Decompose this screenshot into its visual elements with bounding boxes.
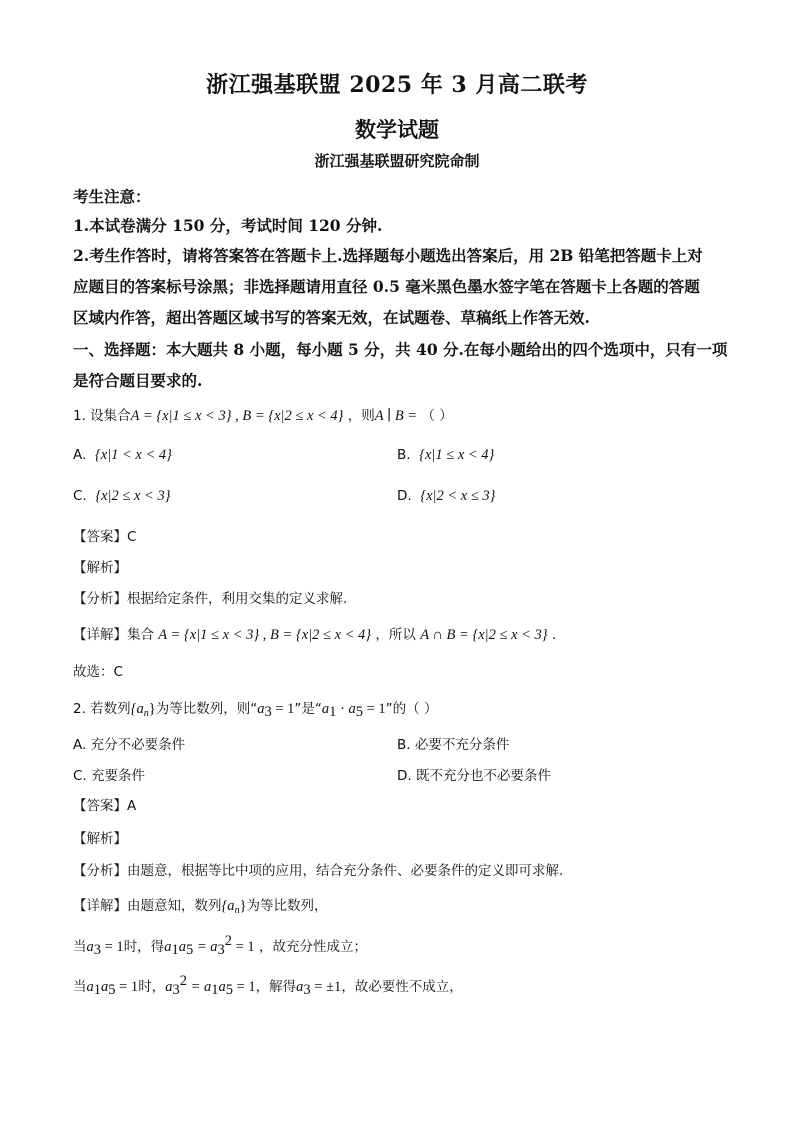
q2-analysis-label: 【解析】 — [73, 831, 127, 847]
q1-expression: A ∣ B = — [374, 408, 418, 424]
subject-title: 数学试题 — [355, 117, 439, 142]
notice-item-2-line-3: 区域内作答，超出答题区域书写的答案无效，在试题卷、草稿纸上作答无效. — [73, 308, 590, 327]
section-1-heading-line-1: 一、选择题：本大题共 8 小题，每小题 5 分，共 40 分.在每小题给出的四个选项中，只有一项 — [73, 340, 728, 359]
q1-fenxi: 【分析】根据给定条件，利用交集的定义求解. — [73, 591, 348, 607]
exam-title: 浙江强基联盟 2025 年 3 月高二联考 — [206, 72, 588, 98]
q2-detail: 【详解】由题意知，数列$\{a_n\}$为等比数列， — [73, 898, 328, 916]
q1-option-a: A. {x|1 < x < 4} — [73, 447, 172, 463]
q2-stem: 2. 若数列$\{a_n\}$为等比数列，则“$a_3 = 1$”是“$a_1 \cdot a_5 = 1$”的（ ） — [73, 701, 438, 720]
q2-option-c: C. 充要条件 — [73, 768, 146, 784]
q1-detail: 【详解】集合 A = {x|1 ≤ x < 3} , B = {x|2 ≤ x < 4} ，所以 A ∩ B = {x|2 ≤ x < 3} . — [73, 627, 557, 643]
notice-item-2-line-1: 2.考生作答时，请将答案答在答题卡上.选择题每小题选出答案后，用 2B 铅笔把答题卡上对 — [73, 246, 703, 265]
notice-heading: 考生注意： — [73, 187, 151, 206]
q2-option-d: D. 既不充分也不必要条件 — [397, 768, 551, 784]
section-1-heading-line-2: 是符合题目要求的. — [73, 371, 203, 390]
q2-sufficiency-line: 当$a_3 = 1$时，得$a_1a_5 = a_3^2 = 1$ ，故充分性成立； — [73, 933, 367, 958]
q2-answer: 【答案】A — [73, 798, 137, 814]
notice-item-1: 1.本试卷满分 150 分，考试时间 120 分钟. — [73, 216, 383, 235]
q1-set-b: B = {x|2 ≤ x < 4} — [242, 408, 344, 424]
q2-fenxi: 【分析】由题意，根据等比中项的应用，结合充分条件、必要条件的定义即可求解. — [73, 863, 564, 879]
q1-option-b: B. {x|1 ≤ x < 4} — [397, 447, 495, 463]
q1-option-d: D. {x|2 < x ≤ 3} — [397, 488, 496, 504]
notice-item-2-line-2: 应题目的答案标号涂黑；非选择题请用直径 0.5 毫米黑色墨水签字笔在答题卡上各题的答题 — [73, 277, 700, 296]
q1-set-a: A = {x|1 ≤ x < 3} — [130, 408, 232, 424]
q2-option-b: B. 必要不充分条件 — [397, 737, 510, 753]
q1-analysis-label: 【解析】 — [73, 560, 127, 576]
q2-option-a: A. 充分不必要条件 — [73, 737, 186, 753]
q1-option-c: C. {x|2 ≤ x < 3} — [73, 488, 171, 504]
q1-answer: 【答案】C — [73, 529, 137, 545]
q1-stem: 1. 设集合A = {x|1 ≤ x < 3} , B = {x|2 ≤ x < 4} ，则A ∣ B = （ ） — [73, 408, 453, 424]
q1-choose: 故选：C — [73, 664, 123, 680]
compiler-line: 浙江强基联盟研究院命制 — [314, 152, 480, 170]
q2-necessity-line: 当$a_1a_5 = 1$时，$a_3^2 = a_1a_5 = 1$，解得$a_3 = \pm 1$，故必要性不成立， — [73, 973, 463, 998]
q1-detail-result: A ∩ B = {x|2 ≤ x < 3} — [420, 627, 548, 643]
